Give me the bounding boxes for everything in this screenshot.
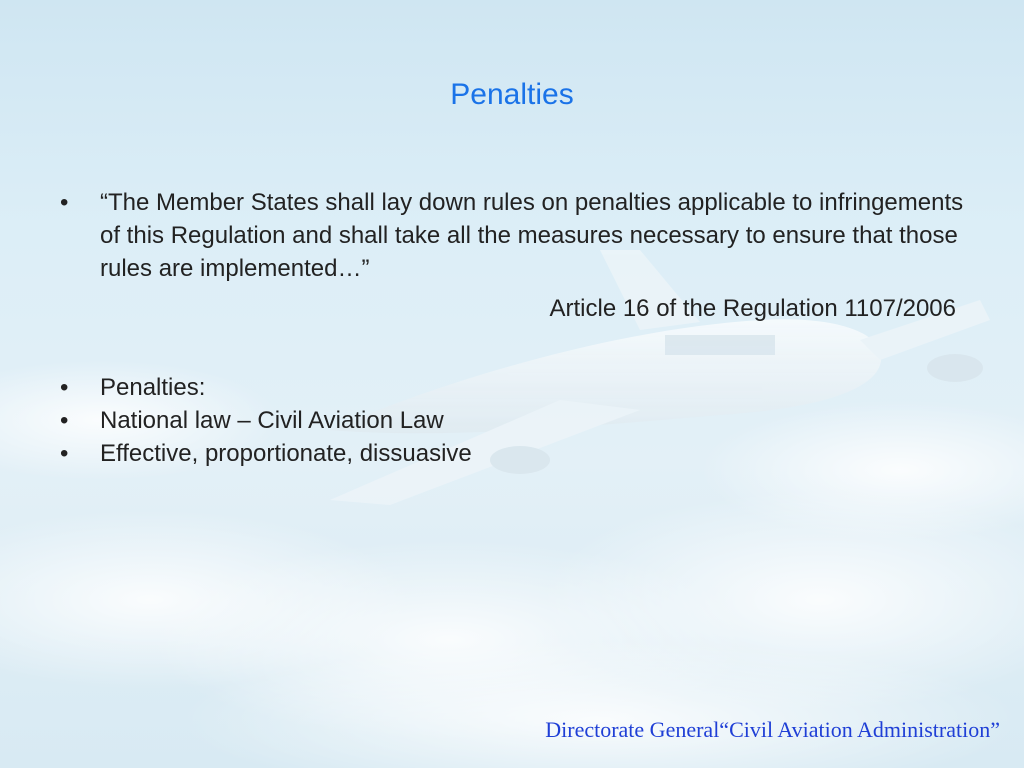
regulation-quote: “The Member States shall lay down rules on penalties applicable to infringements of this Regulation and shall take all the measures necessary to ensure that those rules are implemented…” [100,189,964,282]
slide-title: Penalties [450,78,574,111]
footer-organization: Directorate General“Civil Aviation Administration” [545,717,1000,742]
list-item [60,437,980,470]
list-item [60,371,980,404]
bullet-effective: Effective, proportionate, dissuasive [100,440,472,467]
list-item [60,404,980,437]
bullet-penalties: Penalties: [100,374,206,401]
quote-citation: Article 16 of the Regulation 1107/2006 [549,295,956,322]
bullet-marker: • [60,374,69,401]
bullet-marker: • [60,189,69,216]
list-item [60,186,980,285]
bullet-national-law: National law – Civil Aviation Law [100,407,444,434]
slide-body [60,186,980,470]
bullet-marker: • [60,407,69,434]
bullet-marker: • [60,440,69,467]
spacer [60,325,980,371]
